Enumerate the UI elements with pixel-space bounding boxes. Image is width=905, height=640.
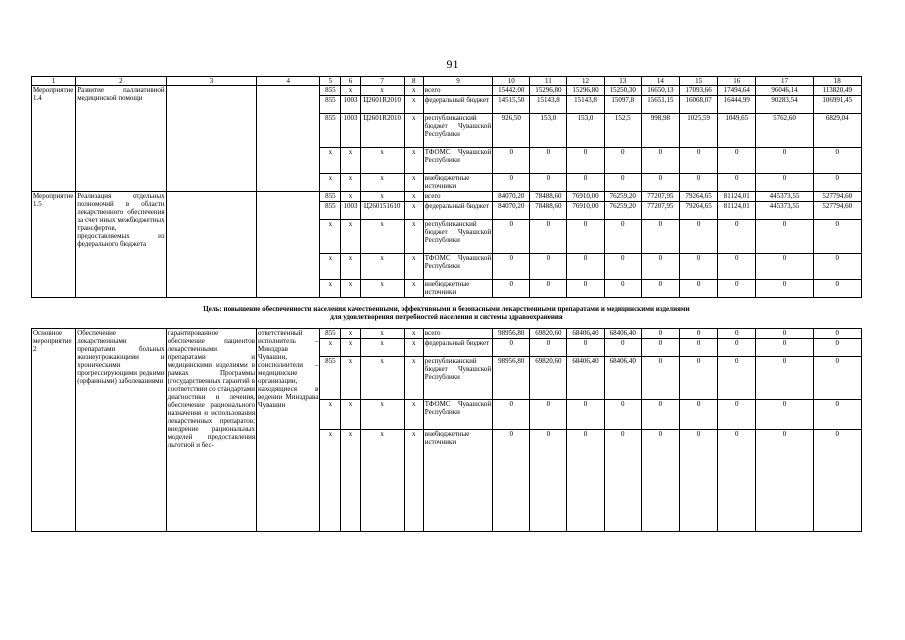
amount-cell: 0 [813, 148, 861, 174]
funding-source: ТФОМС Чувашской Республики [423, 148, 492, 174]
funding-source: всего [423, 329, 492, 339]
budget-code: x [404, 220, 423, 254]
amount-cell: 78488,60 [530, 192, 567, 202]
amount-cell: 0 [604, 174, 641, 192]
amount-cell: 0 [718, 400, 756, 430]
amount-cell: 98956,80 [493, 357, 530, 400]
amount-cell: 106991,45 [813, 96, 861, 114]
amount-cell: 0 [641, 430, 679, 532]
funding-source: внебюджетные источники [423, 430, 492, 532]
funding-source: ТФОМС Чувашской Республики [423, 254, 492, 280]
column-number: 18 [813, 77, 861, 86]
budget-code: 1003 [341, 96, 360, 114]
amount-cell: 77207,95 [641, 202, 679, 220]
amount-cell: 0 [530, 174, 567, 192]
amount-cell: 0 [493, 280, 530, 298]
amount-cell: 0 [756, 400, 813, 430]
amount-cell: 0 [641, 254, 679, 280]
amount-cell: 0 [679, 357, 717, 400]
amount-cell: 0 [641, 357, 679, 400]
amount-cell: 68406,40 [567, 329, 604, 339]
responsible-executor: ответственный исполнитель – Минздрав Чувашии, соисполнители – медицинские организации, находящиеся в ведении Минздрава Чувашии [257, 329, 320, 532]
funding-source: федеральный бюджет [423, 96, 492, 114]
budget-code: x [341, 329, 360, 339]
amount-cell: 0 [756, 254, 813, 280]
budget-code: 855 [320, 202, 341, 220]
budget-code: x [360, 220, 404, 254]
amount-cell: 0 [756, 430, 813, 532]
funding-source: республиканский бюджет Чувашской Республики [423, 357, 492, 400]
budget-code: Ц2601R2010 [360, 96, 404, 114]
budget-code: x [320, 280, 341, 298]
budget-code: x [341, 174, 360, 192]
amount-cell: 0 [718, 280, 756, 298]
amount-cell: 76910,00 [567, 202, 604, 220]
budget-code: x [404, 174, 423, 192]
column-number: 2 [76, 77, 166, 86]
budget-code: x [404, 329, 423, 339]
amount-cell: 15097,8 [604, 96, 641, 114]
amount-cell: 0 [813, 339, 861, 357]
amount-cell: 0 [604, 254, 641, 280]
amount-cell: 0 [604, 220, 641, 254]
amount-cell: 79264,65 [679, 192, 717, 202]
goal-line-1: Цель: повышение обеспеченности населения качественными, эффективными и безопасными лекарственными препаратами и медицинскими изделиями [203, 305, 690, 313]
budget-code: Ц2601R2010 [360, 114, 404, 148]
budget-code: 1003 [341, 114, 360, 148]
amount-cell: 445373,55 [756, 202, 813, 220]
amount-cell: 16650,13 [641, 86, 679, 96]
budget-code: x [360, 174, 404, 192]
expected-result [166, 192, 256, 298]
amount-cell: 0 [641, 339, 679, 357]
column-number: 8 [404, 77, 423, 86]
amount-cell: 0 [756, 339, 813, 357]
amount-cell: 0 [813, 430, 861, 532]
amount-cell: 15651,15 [641, 96, 679, 114]
column-number: 12 [567, 77, 604, 86]
amount-cell: 0 [756, 329, 813, 339]
budget-code: x [341, 400, 360, 430]
amount-cell: 69820,60 [530, 357, 567, 400]
budget-code: x [404, 202, 423, 220]
amount-cell: 0 [641, 220, 679, 254]
amount-cell: 84070,20 [493, 192, 530, 202]
funding-source: внебюджетные источники [423, 280, 492, 298]
amount-cell: 17494,64 [718, 86, 756, 96]
amount-cell: 0 [493, 148, 530, 174]
amount-cell: 81124,01 [718, 202, 756, 220]
budget-code: x [360, 280, 404, 298]
amount-cell: 76259,20 [604, 192, 641, 202]
budget-code: x [360, 329, 404, 339]
amount-cell: 68406,40 [604, 329, 641, 339]
column-number: 14 [641, 77, 679, 86]
amount-cell: 84070,20 [493, 202, 530, 220]
amount-cell: 15442,00 [493, 86, 530, 96]
funding-source: всего [423, 86, 492, 96]
amount-cell: 0 [641, 280, 679, 298]
amount-cell: 0 [813, 329, 861, 339]
amount-cell: 0 [718, 357, 756, 400]
amount-cell: 0 [493, 430, 530, 532]
amount-cell: 0 [756, 148, 813, 174]
budget-code: x [404, 192, 423, 202]
budget-code: x [404, 148, 423, 174]
budget-code: x [341, 339, 360, 357]
budget-code: x [320, 430, 341, 532]
budget-code: x [320, 400, 341, 430]
amount-cell: 1049,65 [718, 114, 756, 148]
amount-cell: 0 [813, 400, 861, 430]
amount-cell: 1025,59 [679, 114, 717, 148]
budget-code: x [341, 86, 360, 96]
amount-cell: 152,5 [604, 114, 641, 148]
page-number: 91 [446, 57, 459, 71]
amount-cell: 0 [530, 339, 567, 357]
budget-code: x [341, 192, 360, 202]
expected-result [166, 86, 256, 192]
amount-cell: 0 [679, 430, 717, 532]
amount-cell: 0 [493, 220, 530, 254]
measure-description: Обеспечение лекарственными препаратами больных жизнеугрожающими и хроническими прогрессирующими редкими (орфанными) заболеваниями [76, 329, 166, 532]
column-number: 17 [756, 77, 813, 86]
amount-cell: 998,98 [641, 114, 679, 148]
budget-code: Ц260151610 [360, 202, 404, 220]
budget-code: x [320, 254, 341, 280]
budget-code: x [360, 430, 404, 532]
amount-cell: 15250,30 [604, 86, 641, 96]
amount-cell: 0 [718, 174, 756, 192]
amount-cell: 0 [530, 430, 567, 532]
column-number: 15 [679, 77, 717, 86]
header-row [32, 77, 862, 86]
budget-code: x [404, 86, 423, 96]
budget-code: x [341, 254, 360, 280]
amount-cell: 0 [567, 174, 604, 192]
budget-code: x [341, 220, 360, 254]
budget-code: x [320, 148, 341, 174]
budget-code: x [360, 339, 404, 357]
amount-cell: 0 [567, 148, 604, 174]
column-number: 3 [166, 77, 256, 86]
amount-cell: 153,0 [567, 114, 604, 148]
amount-cell: 0 [718, 329, 756, 339]
funding-source: федеральный бюджет [423, 202, 492, 220]
budget-code: x [404, 254, 423, 280]
amount-cell: 5762,60 [756, 114, 813, 148]
responsible-executor [257, 192, 320, 298]
amount-cell: 0 [813, 174, 861, 192]
amount-cell: 81124,01 [718, 192, 756, 202]
column-number: 11 [530, 77, 567, 86]
amount-cell: 15143,8 [567, 96, 604, 114]
funding-source: внебюджетные источники [423, 174, 492, 192]
budget-code: 855 [320, 329, 341, 339]
amount-cell: 0 [530, 400, 567, 430]
amount-cell: 77207,95 [641, 192, 679, 202]
amount-cell: 76910,00 [567, 192, 604, 202]
amount-cell: 0 [756, 280, 813, 298]
budget-code: x [404, 114, 423, 148]
amount-cell: 0 [679, 400, 717, 430]
amount-cell: 68406,40 [604, 357, 641, 400]
amount-cell: 0 [718, 254, 756, 280]
column-number: 1 [32, 77, 76, 86]
amount-cell: 0 [756, 220, 813, 254]
budget-code: x [360, 400, 404, 430]
amount-cell: 113820,49 [813, 86, 861, 96]
budget-code: x [360, 357, 404, 400]
amount-cell: 16444,99 [718, 96, 756, 114]
amount-cell: 926,50 [493, 114, 530, 148]
amount-cell: 0 [604, 400, 641, 430]
amount-cell: 0 [679, 280, 717, 298]
table-row [32, 329, 862, 339]
budget-code: x [341, 280, 360, 298]
column-number: 10 [493, 77, 530, 86]
budget-code: x [341, 357, 360, 400]
column-number: 13 [604, 77, 641, 86]
amount-cell: 14515,50 [493, 96, 530, 114]
amount-cell: 76259,20 [604, 202, 641, 220]
budget-code: x [320, 220, 341, 254]
amount-cell: 79264,65 [679, 202, 717, 220]
amount-cell: 0 [679, 254, 717, 280]
amount-cell: 0 [530, 148, 567, 174]
amount-cell: 0 [493, 339, 530, 357]
amount-cell: 0 [679, 174, 717, 192]
amount-cell: 0 [718, 339, 756, 357]
funding-source: федеральный бюджет [423, 339, 492, 357]
column-number: 9 [423, 77, 492, 86]
budget-code: 855 [320, 357, 341, 400]
budget-code: x [404, 280, 423, 298]
budget-code: x [404, 96, 423, 114]
amount-cell: 0 [679, 148, 717, 174]
amount-cell: 0 [679, 329, 717, 339]
amount-cell: 98956,80 [493, 329, 530, 339]
amount-cell: 15296,80 [530, 86, 567, 96]
funding-source: ТФОМС Чувашской Республики [423, 400, 492, 430]
amount-cell: 0 [813, 357, 861, 400]
amount-cell: 0 [493, 174, 530, 192]
amount-cell: 15296,80 [567, 86, 604, 96]
amount-cell: 0 [756, 357, 813, 400]
amount-cell: 0 [567, 430, 604, 532]
budget-code: x [404, 357, 423, 400]
budget-code: x [320, 339, 341, 357]
amount-cell: 0 [604, 148, 641, 174]
amount-cell: 15143,8 [530, 96, 567, 114]
amount-cell: 0 [604, 339, 641, 357]
amount-cell: 68406,40 [567, 357, 604, 400]
amount-cell: 527794,60 [813, 192, 861, 202]
budget-code: 855 [320, 192, 341, 202]
amount-cell: 0 [567, 400, 604, 430]
budget-code: x [341, 148, 360, 174]
budget-table [31, 76, 862, 532]
responsible-executor [257, 86, 320, 192]
amount-cell: 78488,60 [530, 202, 567, 220]
amount-cell: 69820,60 [530, 329, 567, 339]
amount-cell: 0 [813, 220, 861, 254]
budget-code: x [404, 430, 423, 532]
table-row [32, 192, 862, 202]
amount-cell: 0 [756, 174, 813, 192]
amount-cell: 0 [604, 430, 641, 532]
budget-code: 1003 [341, 202, 360, 220]
amount-cell: 0 [493, 400, 530, 430]
measure-name: Основное мероприятие 2 [32, 329, 76, 532]
measure-name: Мероприятие 1.4 [32, 86, 76, 192]
amount-cell: 17093,66 [679, 86, 717, 96]
amount-cell: 0 [641, 329, 679, 339]
expected-result: гарантированное обеспечение пациентов лекарственными препаратами и медицинскими изделиями в рамках Программы (государственных гарантий в соответствии со стандартами диагностики и лечения, обеспечение рационального назначения и использования лекарственных препаратов; внедрение рациональных моделей предоставления льготной и бес- [166, 329, 256, 532]
amount-cell: 0 [530, 254, 567, 280]
amount-cell: 0 [567, 254, 604, 280]
measure-description: Развитие паллиативной медицинской помощи [76, 86, 166, 192]
goal-line-2: для удовлетворения потребностей населения и системы здравоохранения [330, 313, 563, 321]
amount-cell: 0 [813, 280, 861, 298]
amount-cell: 0 [530, 280, 567, 298]
budget-code: x [320, 174, 341, 192]
amount-cell: 0 [604, 280, 641, 298]
amount-cell: 0 [679, 220, 717, 254]
budget-code: x [404, 400, 423, 430]
amount-cell: 16068,07 [679, 96, 717, 114]
column-number: 6 [341, 77, 360, 86]
budget-code: 855 [320, 96, 341, 114]
amount-cell: 0 [813, 254, 861, 280]
budget-code: 855 [320, 86, 341, 96]
budget-code: x [341, 430, 360, 532]
budget-code: x [360, 86, 404, 96]
funding-source: всего [423, 192, 492, 202]
amount-cell: 445373,55 [756, 192, 813, 202]
amount-cell: 0 [567, 280, 604, 298]
column-number: 16 [718, 77, 756, 86]
amount-cell: 6829,04 [813, 114, 861, 148]
amount-cell: 0 [718, 430, 756, 532]
goal-text [32, 298, 862, 329]
measure-description: Реализация отдельных полномочий в области лекарственного обеспечения за счет иных межбюджетных трансфертов, предоставляемых из федерального бюджета [76, 192, 166, 298]
table-row [32, 86, 862, 96]
amount-cell: 0 [567, 220, 604, 254]
budget-code: x [360, 148, 404, 174]
amount-cell: 0 [641, 148, 679, 174]
amount-cell: 153,0 [530, 114, 567, 148]
budget-code: x [404, 339, 423, 357]
amount-cell: 527794,60 [813, 202, 861, 220]
amount-cell: 0 [567, 339, 604, 357]
goal-row [32, 298, 862, 329]
amount-cell: 0 [718, 220, 756, 254]
amount-cell: 90283,54 [756, 96, 813, 114]
amount-cell: 0 [641, 400, 679, 430]
amount-cell: 0 [718, 148, 756, 174]
column-number: 4 [257, 77, 320, 86]
funding-source: республиканский бюджет Чувашской Республики [423, 220, 492, 254]
amount-cell: 0 [679, 339, 717, 357]
budget-code: x [360, 254, 404, 280]
amount-cell: 0 [493, 254, 530, 280]
amount-cell: 96046,14 [756, 86, 813, 96]
column-number: 5 [320, 77, 341, 86]
amount-cell: 0 [530, 220, 567, 254]
budget-code: 855 [320, 114, 341, 148]
measure-name: Мероприятие 1.5 [32, 192, 76, 298]
funding-source: республиканский бюджет Чувашской Республики [423, 114, 492, 148]
amount-cell: 0 [641, 174, 679, 192]
budget-code: x [360, 192, 404, 202]
column-number: 7 [360, 77, 404, 86]
